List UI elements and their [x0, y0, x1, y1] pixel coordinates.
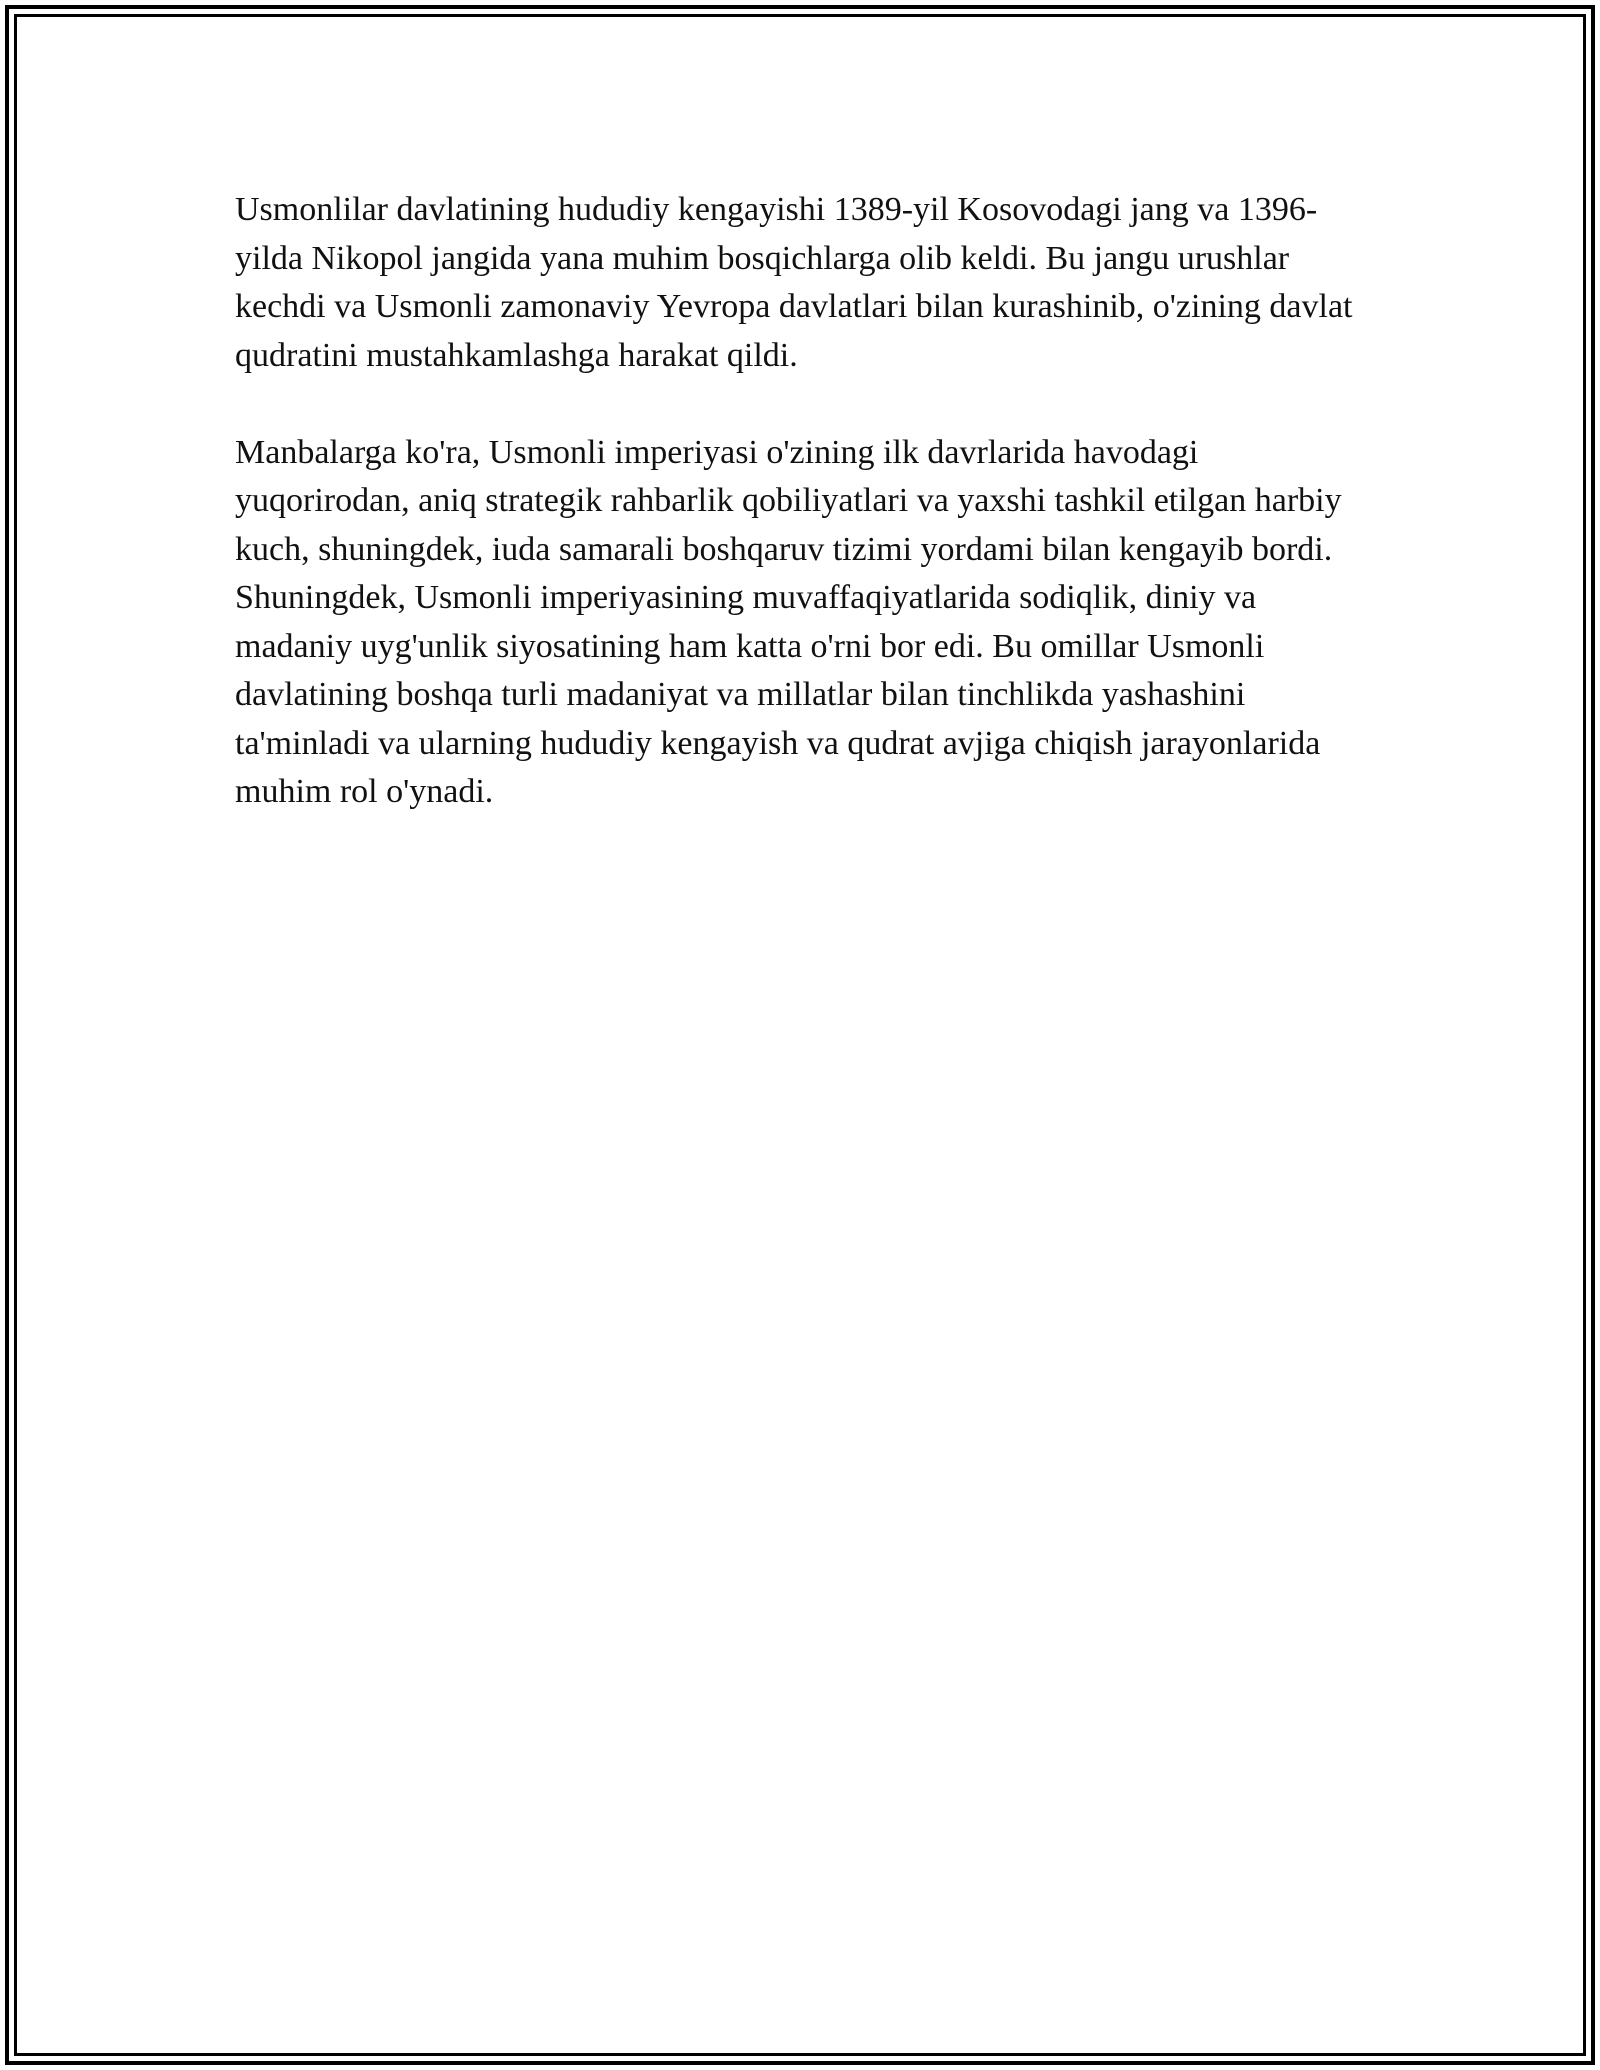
- paragraph-2: Manbalarga ko'ra, Usmonli imperiyasi o'zining ilk davrlarida havodagi yuqorirodan, aniq strategik rahbarlik qobiliyatlari va yaxshi tashkil etilgan harbiy kuch, shuningdek, iuda samarali boshqaruv tizimi yordami bilan kengayib bordi. Shuningdek, Usmonli imperiyasining muvaffaqiyatlarida sodiqlik, diniy va madaniy uyg'unlik siyosatining ham katta o'rni bor edi. Bu omillar Usmonli davlatining boshqa turli madaniyat va millatlar bilan tinchlikda yashashini ta'minladi va ularning hududiy kengayish va qudrat avjiga chiqish jarayonlarida muhim rol o'ynadi.: [235, 433, 1342, 810]
- document-body: [235, 186, 1365, 817]
- paragraph-1: Usmonlilar davlatining hududiy kengayishi 1389-yil Kosovodagi jang va 1396-yilda Nikopol jangida yana muhim bosqichlarga olib keldi. Bu jangu urushlar kechdi va Usmonli zamonaviy Yevropa davlatlari bilan kurashinib, o'zining davlat qudratini mustahkamlashga harakat qildi.: [235, 191, 1353, 374]
